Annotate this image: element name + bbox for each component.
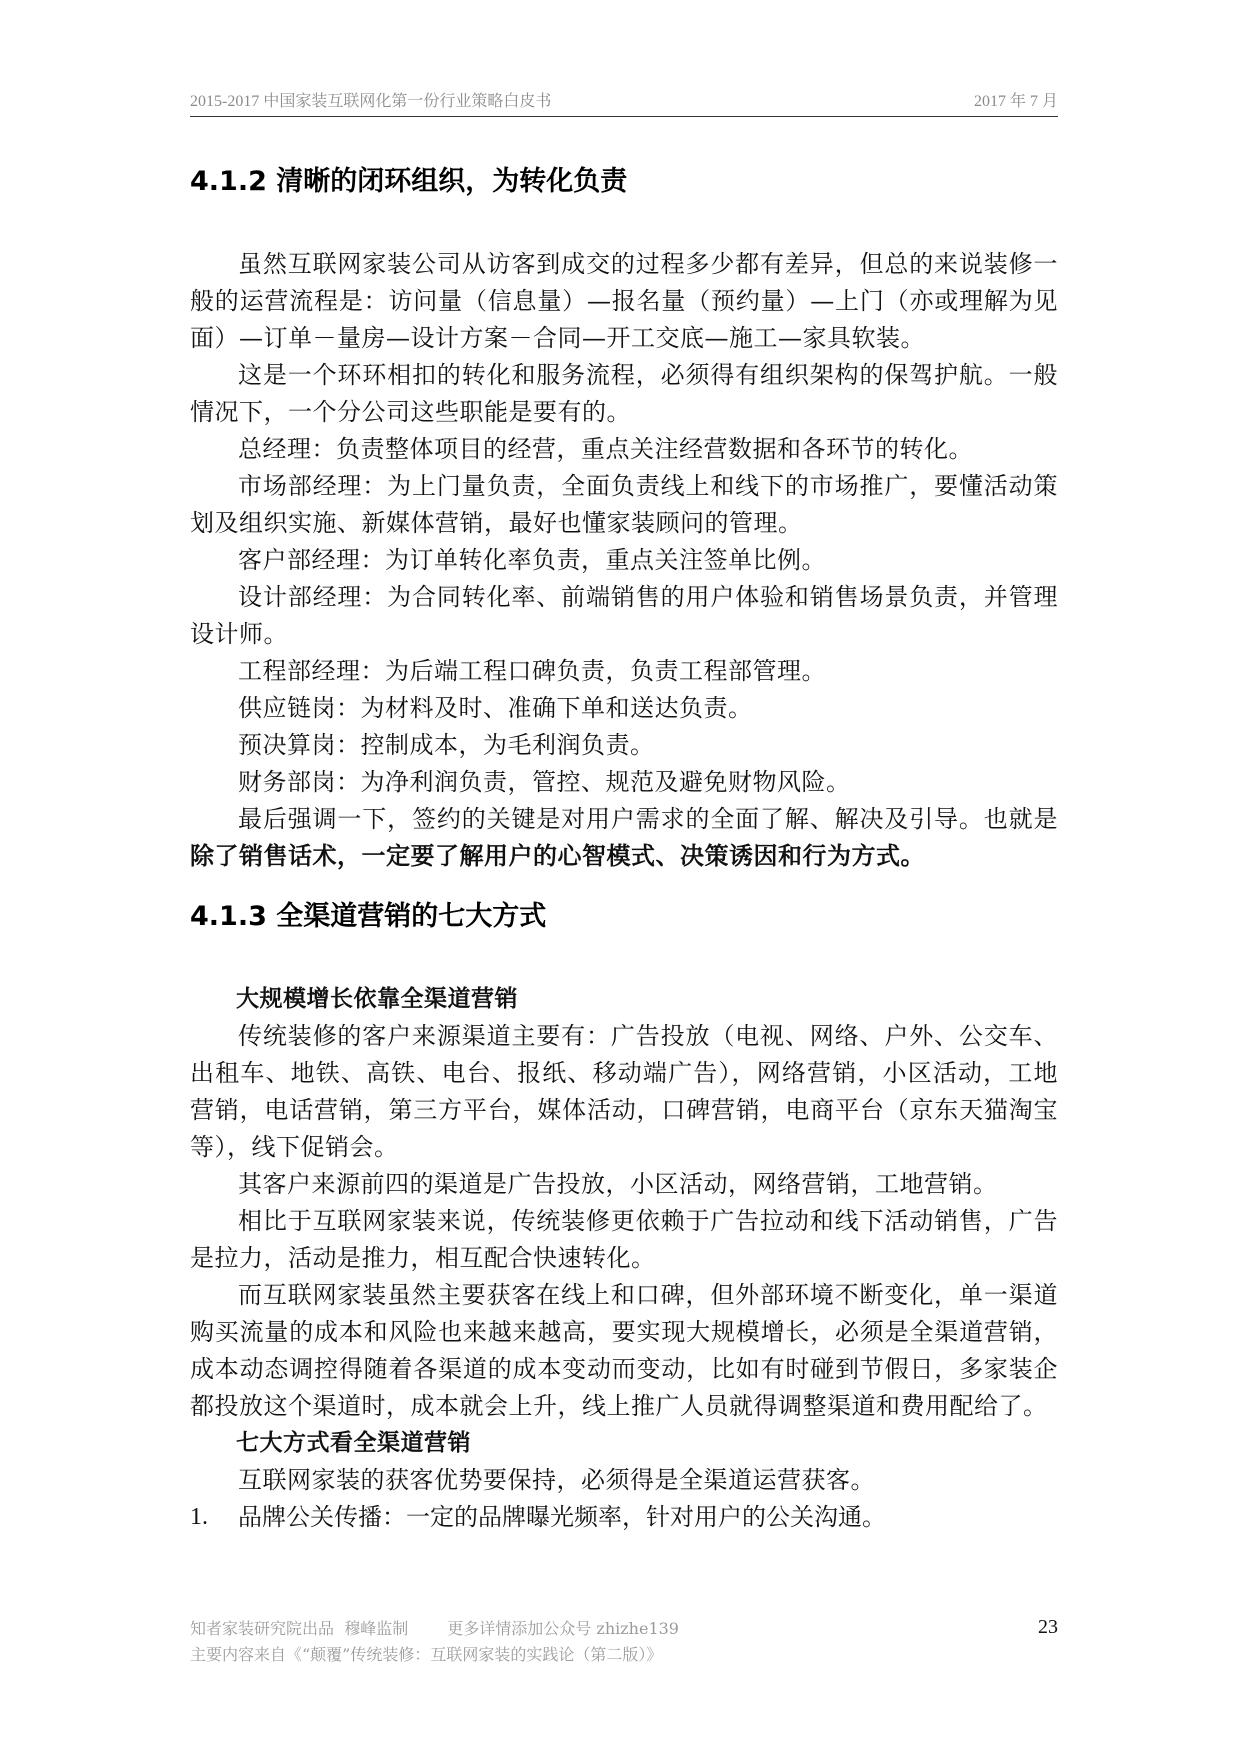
paragraph: 其客户来源前四的渠道是广告投放，小区活动，网络营销，工地营销。	[238, 1170, 998, 1198]
section-heading-4-1-3: 4.1.3 全渠道营销的七大方式	[190, 901, 547, 932]
footer-credits	[190, 1616, 679, 1642]
list-item-text: 品牌公关传播：一定的品牌曝光频率，针对用户的公关沟通。	[238, 1503, 886, 1531]
paragraph: 工程部经理：为后端工程口碑负责，负责工程部管理。	[238, 657, 826, 685]
paragraph: 设计部经理：为合同转化率、前端销售的用户体验和销售场景负责，并管理设计师。	[190, 583, 1058, 648]
page-body	[190, 162, 1058, 1536]
paragraph-text: 最后强调一下，签约的关键是对用户需求的全面了解、解决及引导。也就是	[238, 805, 1058, 833]
paragraph: 预决算岗：控制成本，为毛利润负责。	[238, 731, 655, 759]
header-title: 2015-2017 中国家装互联网化第一份行业策略白皮书	[190, 93, 552, 110]
paragraph: 而互联网家装虽然主要获客在线上和口碑，但外部环境不断变化，单一渠道购买流量的成本和风险也来越来越高，要实现大规模增长，必须是全渠道营销，成本动态调控得随着各渠道的成本变动而变动，比如有时碰到节假日，多家装企都投放这个渠道时，成本就会上升，线上推广人员就得调整渠道和费用配给了。	[190, 1281, 1058, 1420]
bold-emphasis-text: 除了销售话术，一定要了解用户的心智模式、决策诱因和行为方式。	[190, 842, 925, 870]
subheading: 七大方式看全渠道营销	[236, 1430, 471, 1456]
footer-source: 主要内容来自《“颠覆”传统装修：互联网家装的实践论（第二版）》	[190, 1645, 663, 1664]
footer-wechat: 更多详情添加公众号 zhizhe139	[447, 1619, 679, 1638]
list-number: 1.	[190, 1504, 208, 1530]
page-footer	[190, 1616, 1058, 1676]
paragraph: 市场部经理：为上门量负责，全面负责线上和线下的市场推广，要懂活动策划及组织实施、新媒体营销，最好也懂家装顾问的管理。	[190, 472, 1058, 537]
paragraph: 虽然互联网家装公司从访客到成交的过程多少都有差异，但总的来说装修一般的运营流程是：访问量（信息量）—报名量（预约量）—上门（亦或理解为见面）—订单－量房—设计方案－合同—开工交底—施工—家具软装。	[190, 250, 1058, 352]
paragraph: 这是一个环环相扣的转化和服务流程，必须得有组织架构的保驾护航。一般情况下，一个分公司这些职能是要有的。	[190, 361, 1058, 426]
subheading: 大规模增长依靠全渠道营销	[236, 986, 518, 1012]
page-number: 23	[1038, 1616, 1058, 1638]
paragraph: 总经理：负责整体项目的经营，重点关注经营数据和各环节的转化。	[238, 435, 973, 463]
header-date: 2017 年 7 月	[973, 93, 1058, 110]
footer-org: 知者家装研究院出品	[190, 1619, 335, 1638]
paragraph: 供应链岗：为材料及时、准确下单和送达负责。	[238, 694, 753, 722]
footer-supervisor: 穆峰监制	[344, 1619, 409, 1638]
paragraph: 传统装修的客户来源渠道主要有：广告投放（电视、网络、户外、公交车、出租车、地铁、高铁、电台、报纸、移动端广告），网络营销，小区活动，工地营销，电话营销，第三方平台，媒体活动，口碑营销，电商平台（京东天猫淘宝等），线下促销会。	[190, 1022, 1058, 1161]
paragraph-emphasis	[190, 801, 1058, 875]
section-heading-4-1-2: 4.1.2 清晰的闭环组织，为转化负责	[190, 166, 628, 197]
page-header	[190, 86, 1058, 117]
paragraph: 客户部经理：为订单转化率负责，重点关注签单比例。	[238, 546, 826, 574]
numbered-list-item	[190, 1499, 1058, 1536]
paragraph: 相比于互联网家装来说，传统装修更依赖于广告拉动和线下活动销售，广告是拉力，活动是推力，相互配合快速转化。	[190, 1207, 1058, 1272]
paragraph: 财务部岗：为净利润负责，管控、规范及避免财物风险。	[238, 768, 851, 796]
paragraph: 互联网家装的获客优势要保持，必须得是全渠道运营获客。	[238, 1466, 875, 1494]
